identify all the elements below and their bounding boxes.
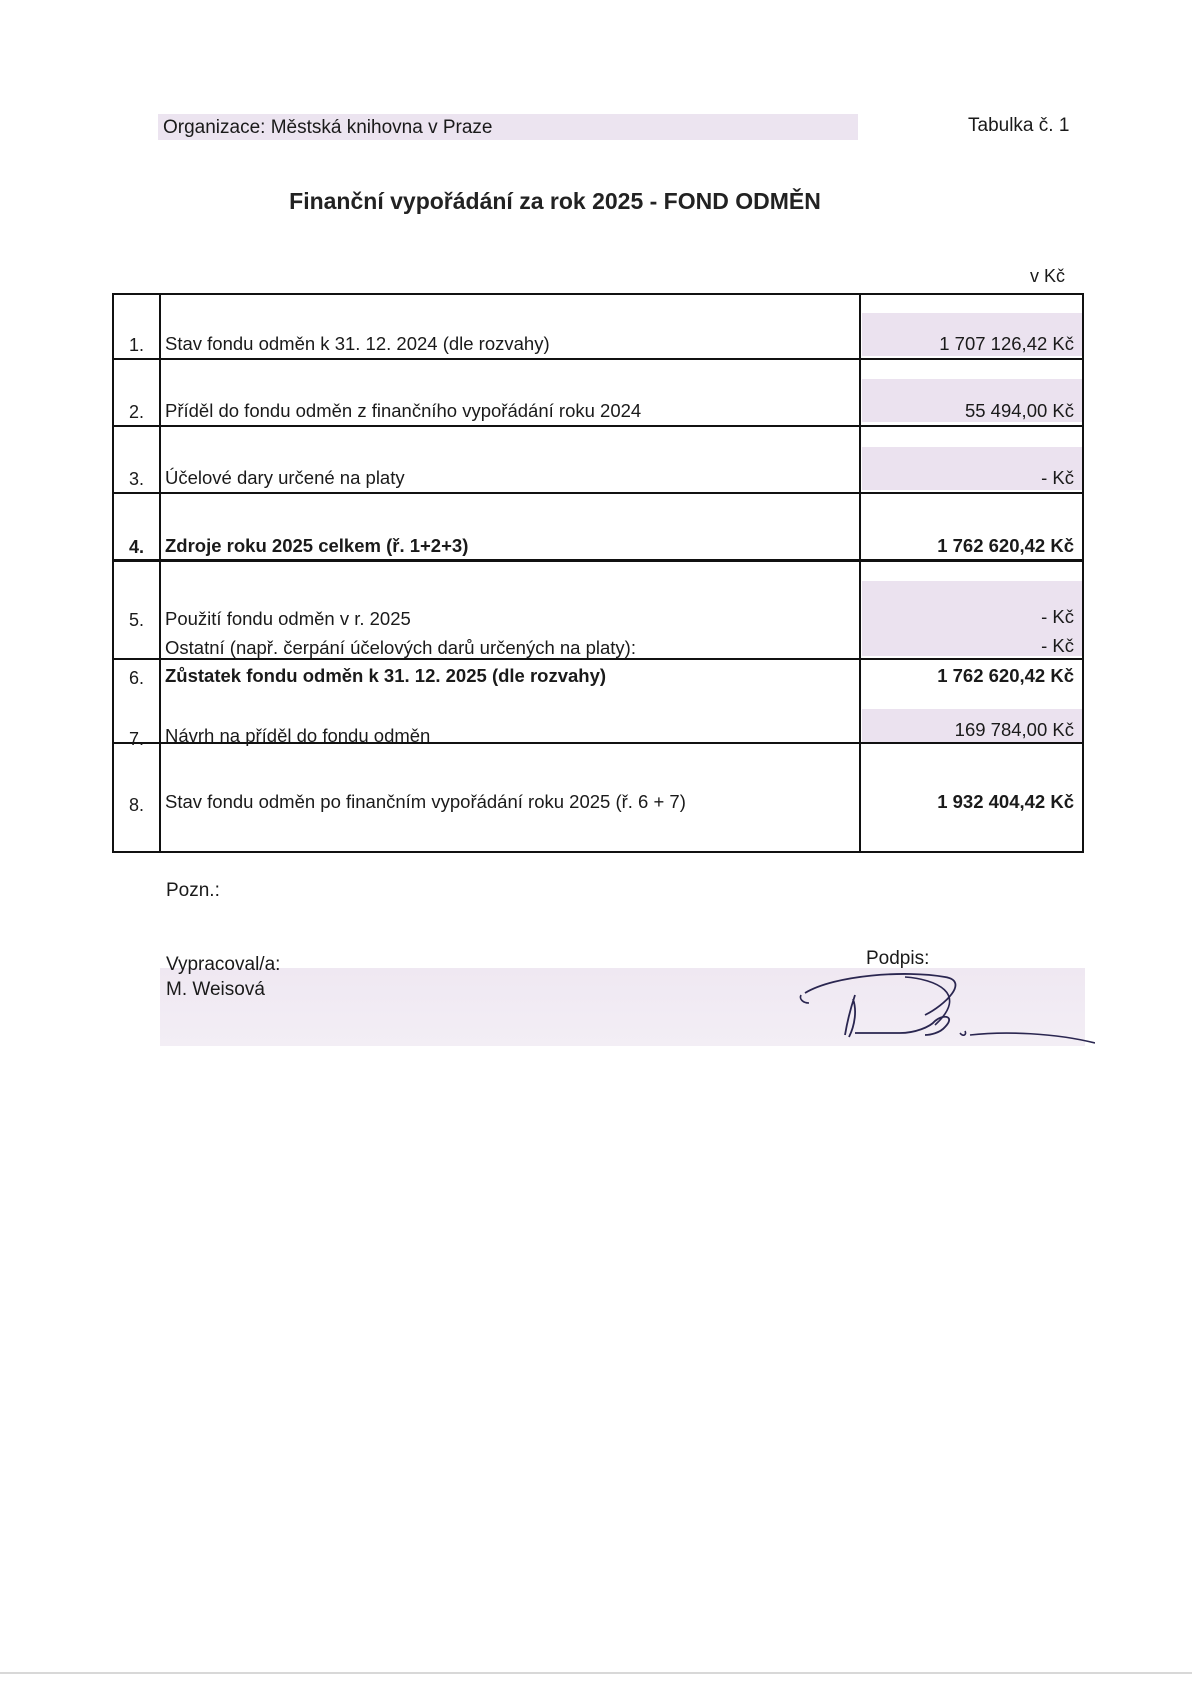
row-value-final: 1 932 404,42 Kč (937, 791, 1074, 812)
row-value: 1 707 126,42 Kč (939, 333, 1074, 354)
row-value-total: 1 762 620,42 Kč (937, 535, 1074, 556)
row-number: 3. (128, 469, 144, 489)
row-label: Použití fondu odměn v r. 2025 (165, 608, 411, 629)
row-label: Příděl do fondu odměn z finančního vypořádání roku 2024 (165, 400, 642, 421)
row-number: 4. (128, 537, 144, 557)
fund-table (112, 293, 1084, 853)
document-title: Finanční vypořádání za rok 2025 - FOND ODMĚN (289, 188, 821, 214)
row-label: Účelové dary určené na platy (165, 467, 405, 488)
row-divider (114, 492, 1082, 494)
signature-label: Podpis: (866, 948, 930, 969)
row-value-balance: 1 762 620,42 Kč (937, 665, 1074, 686)
row-value: - Kč (1041, 467, 1074, 488)
page-bottom-edge (0, 1672, 1192, 1674)
row-divider (114, 358, 1082, 360)
handwritten-signature (795, 965, 1095, 1060)
row-value-sub: - Kč (1041, 635, 1074, 656)
row-number: 1. (128, 335, 144, 355)
row-label: Stav fondu odměn po finančním vypořádání roku 2025 (ř. 6 + 7) (165, 791, 686, 812)
row-value: 55 494,00 Kč (964, 400, 1074, 421)
currency-unit: v Kč (1030, 266, 1066, 286)
row-label-sub: Ostatní (např. čerpání účelových darů určených na platy): (165, 637, 636, 658)
row-value: - Kč (1041, 606, 1074, 627)
row-number: 7. (128, 729, 144, 749)
table-number: Tabulka č. 1 (968, 115, 1070, 136)
row-number: 6. (128, 668, 144, 688)
row-number: 8. (128, 795, 144, 815)
row-number: 5. (128, 610, 144, 630)
row-label: Stav fondu odměn k 31. 12. 2024 (dle rozvahy) (165, 333, 550, 354)
row-divider (114, 559, 1082, 562)
row-label-balance: Zůstatek fondu odměn k 31. 12. 2025 (dle rozvahy) (165, 665, 607, 686)
row-number: 2. (128, 402, 144, 422)
column-divider-num (159, 295, 161, 851)
row-divider (114, 425, 1082, 427)
organization-name: Organizace: Městská knihovna v Praze (163, 117, 493, 138)
note-label: Pozn.: (166, 880, 220, 901)
prepared-by-name: M. Weisová (166, 979, 265, 1000)
row-label-total: Zdroje roku 2025 celkem (ř. 1+2+3) (165, 535, 469, 556)
row-label: Návrh na příděl do fondu odměn (165, 725, 431, 746)
prepared-by-label: Vypracoval/a: (166, 954, 281, 975)
column-divider-value (859, 295, 861, 851)
row-value: 169 784,00 Kč (954, 719, 1074, 740)
